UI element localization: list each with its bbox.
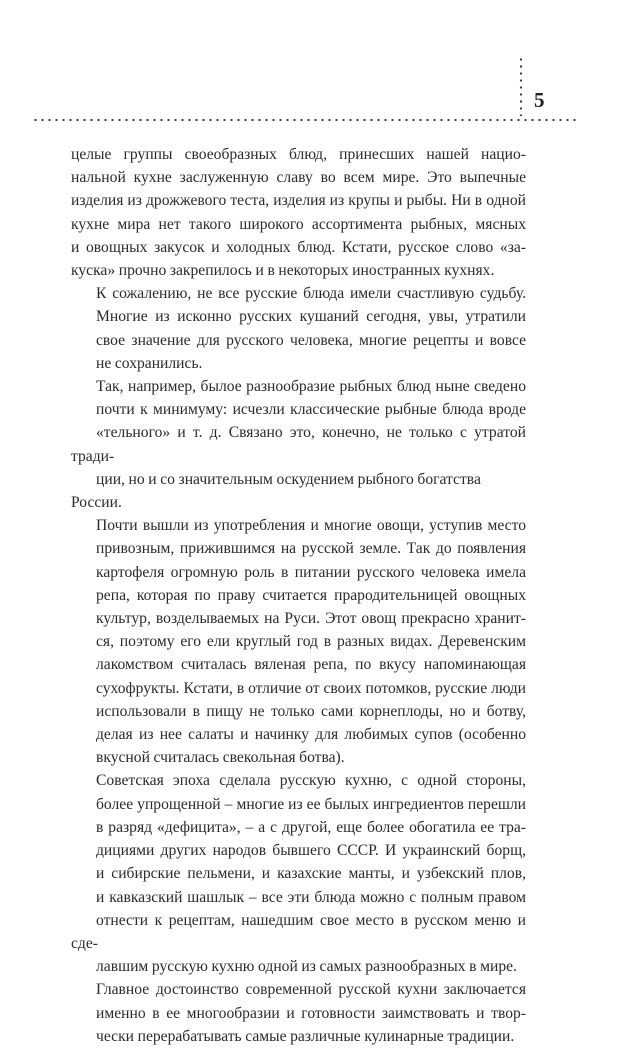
text-line: привозным, прижившимся на русской земле. Так до появления <box>96 540 526 558</box>
text-line: более упрощенной – многие из ее былых ингредиентов перешли <box>96 795 526 813</box>
text-line: и овощных закусок и холодных блюд. Кстати, русское слово «за- <box>71 238 526 256</box>
paragraph-4 <box>71 514 526 769</box>
text-line: свое значение для русского человека, многие рецепты и вовсе <box>96 331 526 349</box>
text-line: Советская эпоха сделала русскую кухню, с одной стороны, <box>96 772 526 790</box>
text-body <box>71 143 526 1048</box>
paragraph-3 <box>71 375 526 514</box>
page-number: 5 <box>534 88 545 112</box>
text-line: ции, но и со значительным оскудением рыбного богатства России. <box>71 470 481 512</box>
text-line: нальной кухне заслуженную славу во всем мире. Это выпечные <box>71 169 526 187</box>
text-line: целые группы своеобразных блюд, принесших нашей нацио- <box>71 146 526 163</box>
text-line: почти к минимуму: исчезли классические рыбные блюда вроде <box>96 401 526 419</box>
text-line: делая из нее салаты и начинку для любимых супов (особенно <box>96 726 526 744</box>
text-line: Главное достоинство современной русской кухни заключается <box>96 981 526 999</box>
text-line: вкусной считалась свекольная ботва). <box>96 749 345 767</box>
text-line: куска» прочно закрепилось и в некоторых иностранных кухнях. <box>71 262 495 280</box>
text-line: лавшим русскую кухню одной из самых разнообразных в мире. <box>96 958 517 976</box>
text-line: изделия из дрожжевого теста, изделия из крупы и рыбы. Ни в одной <box>71 192 526 210</box>
text-line: Так, например, былое разнообразие рыбных блюд ныне сведено <box>96 378 526 396</box>
text-line: «тельного» и т. д. Связано это, конечно, не только с утратой тради- <box>71 424 526 465</box>
text-line: сухофрукты. Кстати, в отличие от своих потомков, русские люди <box>96 679 526 697</box>
paragraph-6 <box>71 978 526 1048</box>
text-line: ся, поэтому его ели круглый год в разных видах. Деревенским <box>96 633 526 651</box>
paragraph-2 <box>71 282 526 375</box>
text-line: дициями других народов бывшего СССР. И украинский борщ, <box>96 842 526 860</box>
paragraph-1 <box>71 143 526 282</box>
text-line: и сибирские пельмени, и казахские манты, и узбекский плов, <box>96 865 526 883</box>
text-line: кухне мира нет такого широкого ассортимента рыбных, мясных <box>71 215 526 233</box>
text-line: К сожалению, не все русские блюда имели счастливую судьбу. <box>96 285 526 303</box>
text-line: и кавказский шашлык – все эти блюда можно с полным правом <box>96 888 526 906</box>
text-line: картофеля огромную роль в питании русского человека имела <box>96 563 526 581</box>
text-line: Почти вышли из употребления и многие овощи, уступив место <box>96 517 526 535</box>
text-line: именно в ее многообразии и готовности заимствовать и твор- <box>96 1004 526 1022</box>
paragraph-5 <box>71 769 526 978</box>
text-line: в разряд «дефицита», – а с другой, еще более обогатила ее тра- <box>96 818 526 836</box>
header-horizontal-dotted-rule <box>32 118 578 122</box>
text-line: репа, которая по праву считается прародительницей овощных <box>96 586 526 604</box>
text-line: культур, возделываемых на Руси. Этот овощ прекрасно хранит- <box>96 610 526 628</box>
text-line: отнести к рецептам, нашедшим свое место в русском меню и сде- <box>71 911 526 952</box>
text-line: лакомством считалась вяленая репа, по вкусу напоминающая <box>96 656 526 674</box>
text-line: не сохранились. <box>96 354 203 372</box>
text-line: использовали в пищу не только сами корнеплоды, но и ботву, <box>96 702 526 720</box>
header-vertical-dotted-rule <box>519 56 523 116</box>
text-line: чески перерабатывать самые различные кулинарные традиции. <box>96 1027 515 1045</box>
text-line: Многие из исконно русских кушаний сегодня, увы, утратили <box>96 308 526 326</box>
